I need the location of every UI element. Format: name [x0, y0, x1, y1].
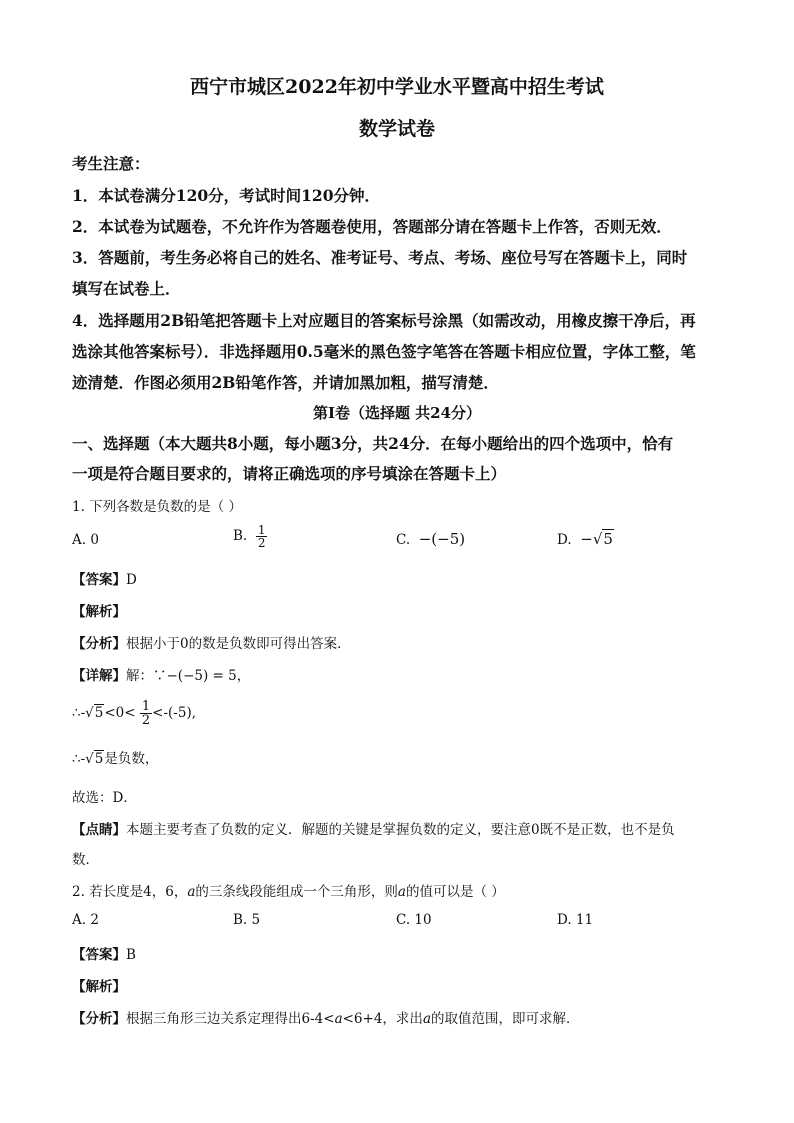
exam-subtitle: 数学试卷 [358, 118, 435, 140]
notice-heading: 考生注意： [72, 154, 150, 173]
q1-option-c: C. −(−5) [396, 530, 466, 548]
q2-analysis-tag: 【解析】 [72, 979, 126, 995]
q1-detail-line3: ∴-√5是负数， [72, 751, 159, 767]
notice-item-2: 2．本试卷为试题卷，不允许作为答题卷使用，答题部分请在答题卡上作答，否则无效． [72, 217, 672, 236]
section-intro-2: 一项是符合题目要求的，请将正确选项的序号填涂在答题卡上） [72, 464, 507, 483]
q2-stem: 2. 若长度是4，6，a的三条线段能组成一个三角形，则a的值可以是（ ） [72, 884, 505, 900]
q1-stem: 1. 下列各数是负数的是（ ） [72, 499, 242, 515]
q2-option-b: B. 5 [233, 912, 261, 928]
q1-detail: 【详解】解：∵−(−5) = 5， [72, 668, 251, 684]
q1-comment: 【点睛】本题主要考查了负数的定义．解题的关键是掌握负数的定义，要注意0既不是正数，也不是负 [72, 822, 675, 838]
notice-item-1: 1．本试卷满分120分，考试时间120分钟． [72, 186, 380, 205]
q1-option-d: D. −√5 [557, 530, 613, 548]
q1-option-b: B. $\frac{1}{2}$ [233, 523, 266, 550]
q1-detail-line2: ∴-√5<0< $\frac{1}{2}$ <-(-5), [72, 699, 197, 728]
q1-choose: 故选：D． [72, 790, 137, 806]
notice-item-3-cont: 填写在试卷上． [72, 279, 181, 298]
notice-item-4-cont2: 迹清楚．作图必须用2B铅笔作答，并请加黑加粗，描写清楚． [72, 373, 499, 392]
q2-option-a: A. 2 [72, 912, 99, 928]
notice-item-4-cont: 选涂其他答案标号）．非选择题用0.5毫米的黑色签字笔答在答题卡相应位置，字体工整，笔 [72, 342, 696, 361]
q2-option-c: C. 10 [396, 912, 432, 928]
q2-answer: 【答案】B [72, 947, 136, 963]
q1-option-b-fraction: $\frac{1}{2}$ [257, 523, 266, 550]
q1-analysis-tag: 【解析】 [72, 604, 126, 620]
q1-fenxi: 【分析】根据小于0的数是负数即可得出答案． [72, 636, 351, 652]
q2-fenxi: 【分析】根据三角形三边关系定理得出6-4<a<6+4，求出a的取值范围，即可求解． [72, 1011, 580, 1027]
q1-answer: 【答案】D [72, 572, 137, 588]
section-intro-1: 一、选择题（本大题共8小题，每小题3分，共24分．在每小题给出的四个选项中，恰有 [72, 434, 674, 453]
notice-item-4: 4．选择题用2B铅笔把答题卡上对应题目的答案标号涂黑（如需改动，用橡皮擦干净后，再 [72, 311, 696, 330]
q1-comment-cont: 数． [72, 852, 99, 868]
q1-option-a: A. 0 [72, 532, 99, 548]
q2-option-d: D. 11 [557, 912, 594, 928]
section-title: 第I卷（选择题 共24分） [312, 404, 482, 422]
notice-item-3: 3．答题前，考生务必将自己的姓名、准考证号、考点、考场、座位号写在答题卡上，同时 [72, 248, 688, 267]
exam-title: 西宁市城区2022年初中学业水平暨高中招生考试 [190, 76, 604, 98]
